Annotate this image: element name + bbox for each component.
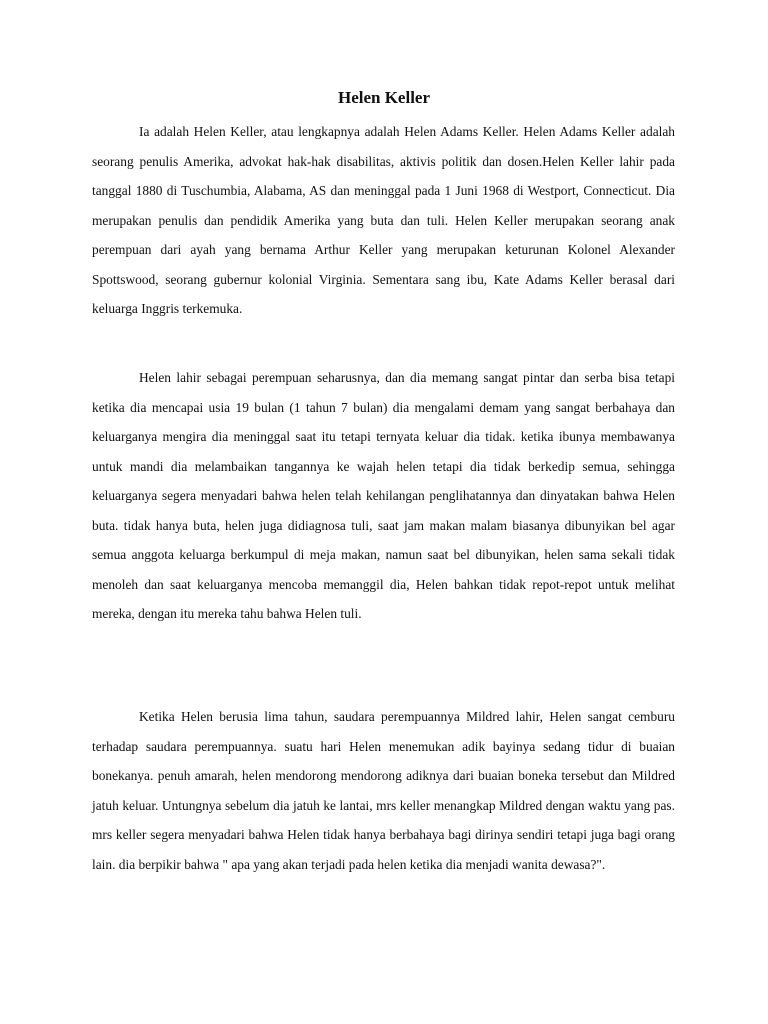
paragraph-2: Helen lahir sebagai perempuan seharusnya, dan dia memang sangat pintar dan serba bisa tetapi ketika dia mencapai usia 19 bulan (1 tahun 7 bulan) dia mengalami demam yang sangat berbahaya dan keluarganya mengira dia meninggal saat itu tetapi ternyata keluar dia tidak. ketika ibunya membawanya untuk mandi dia melambaikan tangannya ke wajah helen tetapi dia tidak berkedip semua, sehingga keluarganya segera menyadari bahwa helen telah kehilangan penglihatannya dan dinyatakan bahwa Helen buta. tidak hanya buta, helen juga didiagnosa tuli, saat jam makan malam biasanya dibunyikan bel agar semua anggota keluarga berkumpul di meja makan, namun saat bel dibunyikan, helen sama sekali tidak menoleh dan saat keluarganya mencoba memanggil dia, Helen bahkan tidak repot-repot untuk melihat mereka, dengan itu mereka tahu bahwa Helen tuli. — [92, 370, 675, 621]
document-title: Helen Keller — [337, 88, 431, 107]
paragraph-1: Ia adalah Helen Keller, atau lengkapnya adalah Helen Adams Keller. Helen Adams Keller adalah seorang penulis Amerika, advokat hak-hak disabilitas, aktivis politik dan dosen.Helen Keller lahir pada tanggal 1880 di Tuschumbia, Alabama, AS dan meninggal pada 1 Juni 1968 di Westport, Connecticut. Dia merupakan penulis dan pendidik Amerika yang buta dan tuli. Helen Keller merupakan seorang anak perempuan dari ayah yang bernama Arthur Keller yang merupakan keturunan Kolonel Alexander Spottswood, seorang gubernur kolonial Virginia. Sementara sang ibu, Kate Adams Keller berasal dari keluarga Inggris terkemuka. — [92, 124, 675, 316]
paragraph-3: Ketika Helen berusia lima tahun, saudara perempuannya Mildred lahir, Helen sangat cemburu terhadap saudara perempuannya. suatu hari Helen menemukan adik bayinya sedang tidur di buaian bonekanya. penuh amarah, helen mendorong mendorong adiknya dari buaian boneka tersebut dan Mildred jatuh keluar. Untungnya sebelum dia jatuh ke lantai, mrs keller menangkap Mildred dengan waktu yang pas. mrs keller segera menyadari bahwa Helen tidak hanya berbahaya bagi dirinya sendiri tetapi juga bagi orang lain. dia berpikir bahwa " apa yang akan terjadi pada helen ketika dia menjadi wanita dewasa?". — [92, 709, 675, 872]
